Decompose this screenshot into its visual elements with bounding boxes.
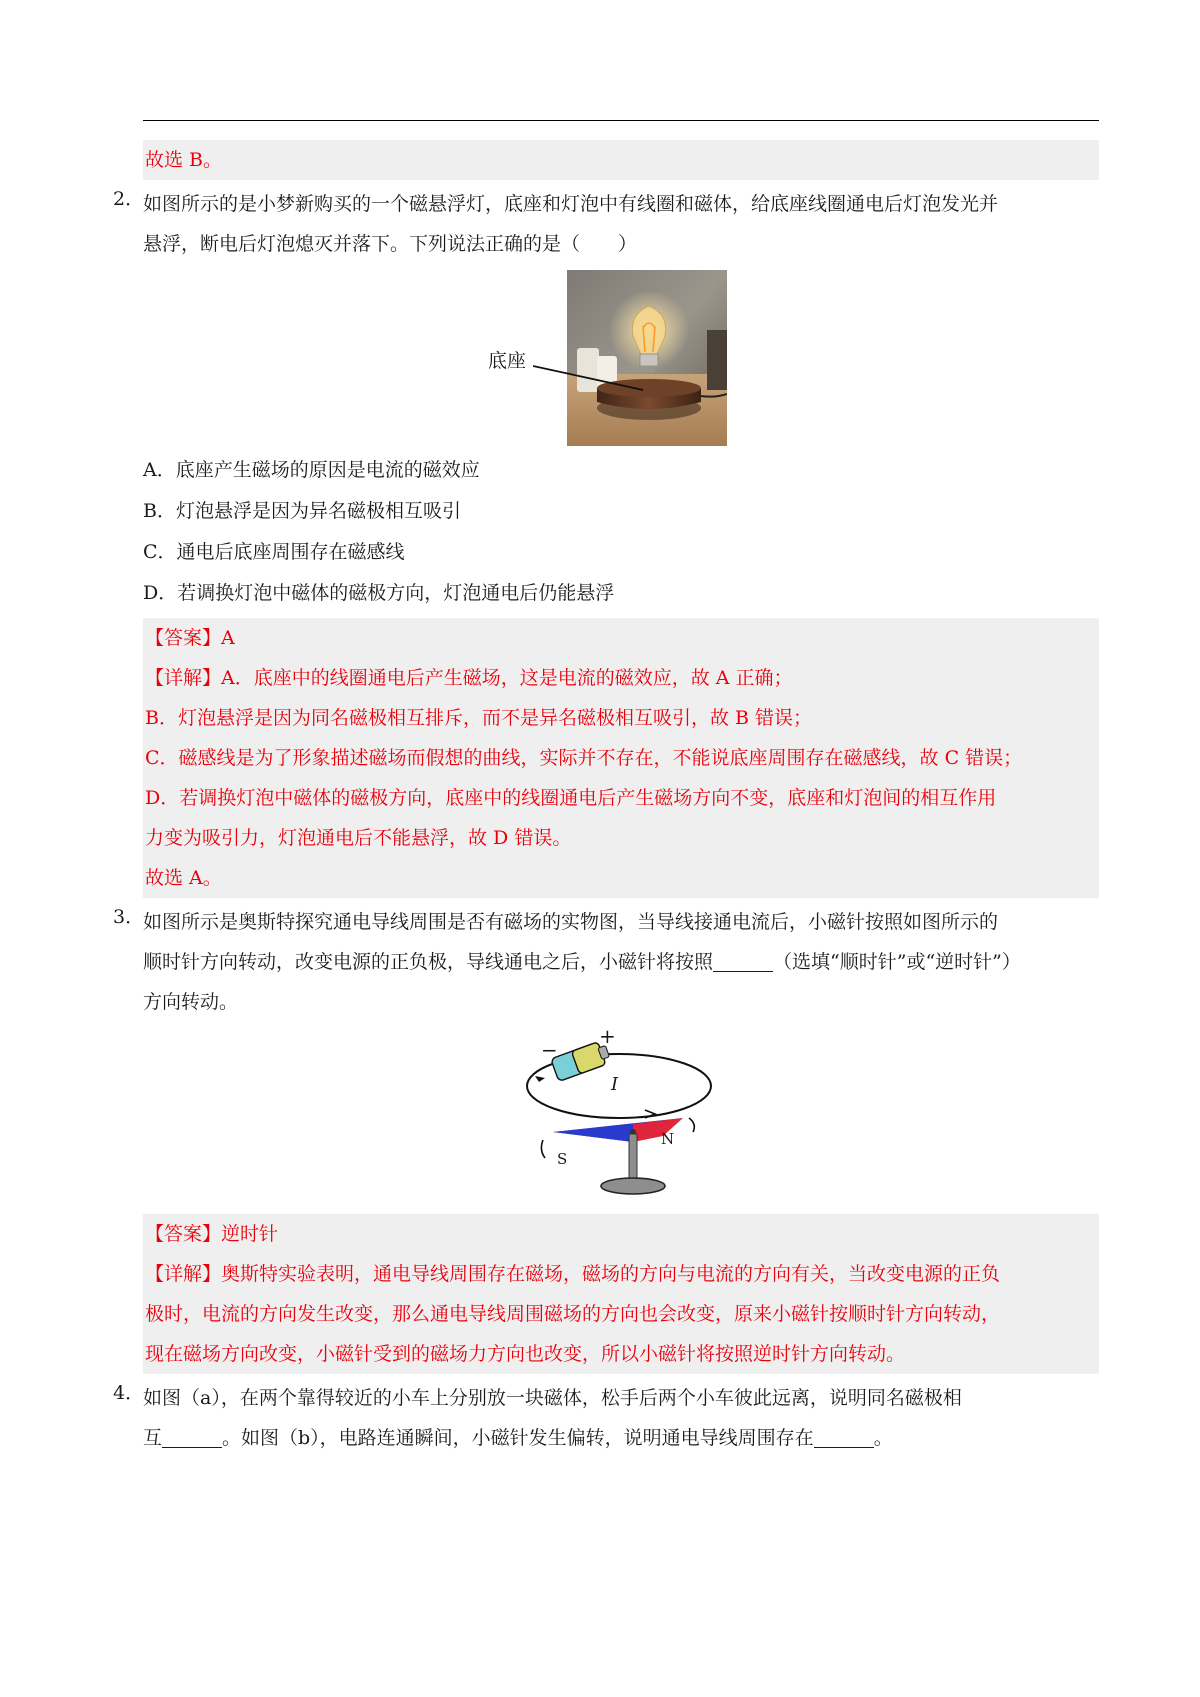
answer: 【答案】逆时针: [145, 1223, 279, 1245]
question-number: 2．: [113, 188, 145, 210]
question-stem-line: 如图（a），在两个靠得较近的小车上分别放一块磁体，松手后两个小车彼此远离，说明同名磁极相: [143, 1387, 962, 1409]
detail-line: D．若调换灯泡中磁体的磁极方向，底座中的线圈通电后产生磁场方向不变，底座和灯泡间的相互作用: [145, 787, 997, 809]
answer-blank[interactable]: [713, 949, 773, 972]
stem-text: 互: [143, 1427, 163, 1449]
q3-answer-block: [143, 1214, 1099, 1374]
q2-answer-block: [143, 618, 1099, 898]
current-label: I: [611, 1074, 619, 1095]
detail-line: 【详解】奥斯特实验表明，通电导线周围存在磁场，磁场的方向与电流的方向有关，当改变电源的正负: [145, 1263, 1001, 1285]
oersted-experiment-figure: [143, 1024, 1099, 1214]
question-2: [113, 184, 1099, 614]
question-stem-line: [143, 1418, 1099, 1458]
question-number: 3．: [113, 906, 145, 928]
battery-plus-label: +: [599, 1024, 616, 1048]
stem-text: （选填“顺时针”或“逆时针”）: [773, 951, 1021, 973]
question-stem-line: 如图所示的是小梦新购买的一个磁悬浮灯，底座和灯泡中有线圈和磁体，给底座线圈通电后灯泡发光并: [143, 193, 999, 215]
north-pole-label: N: [661, 1130, 675, 1148]
figure-label-base: 底座: [488, 350, 527, 372]
detail-line: 力变为吸引力，灯泡通电后不能悬浮，故 D 错误。: [145, 827, 572, 849]
battery-minus-label: −: [541, 1038, 558, 1062]
question-stem-line: 如图所示是奥斯特探究通电导线周围是否有磁场的实物图，当导线接通电流后，小磁针按照如图所示的: [143, 911, 999, 933]
detail-line: 【详解】A．底座中的线圈通电后产生磁场，这是电流的磁效应，故 A 正确；: [145, 667, 793, 689]
document-page: [113, 140, 1099, 1458]
question-stem-line: 悬浮，断电后灯泡熄灭并落下。下列说法正确的是（ ）: [143, 233, 638, 255]
detail-line: B．灯泡悬浮是因为同名磁极相互排斥，而不是异名磁极相互吸引，故 B 错误；: [145, 707, 813, 729]
prev-answer-block: [143, 140, 1099, 180]
prev-conclusion: 故选 B。: [145, 149, 223, 171]
detail-line: C．磁感线是为了形象描述磁场而假想的曲线，实际并不存在，不能说底座周围存在磁感线，故 C 错误；: [145, 747, 1023, 769]
answer-blank[interactable]: [162, 1425, 222, 1448]
question-4: [113, 1378, 1099, 1458]
south-pole-label: S: [557, 1150, 568, 1168]
answer-blank[interactable]: [814, 1425, 874, 1448]
question-stem-line: 方向转动。: [143, 991, 239, 1013]
question-3: [113, 902, 1099, 1214]
label-pointer-line: [533, 348, 653, 408]
detail-line: 现在磁场方向改变，小磁针受到的磁场力方向也改变，所以小磁针将按照逆时针方向转动。: [145, 1343, 906, 1365]
question-stem-line: [143, 942, 1099, 982]
answer: 【答案】A: [145, 627, 235, 649]
option-d: D．若调换灯泡中磁体的磁极方向，灯泡通电后仍能悬浮: [143, 582, 615, 604]
conclusion: 故选 A。: [145, 867, 222, 889]
option-b: B．灯泡悬浮是因为异名磁极相互吸引: [143, 500, 461, 522]
question-number: 4．: [113, 1382, 145, 1404]
stem-text: 。: [873, 1427, 893, 1449]
header-rule: [143, 120, 1099, 121]
option-a: A．底座产生磁场的原因是电流的磁效应: [143, 459, 480, 481]
detail-line: 极时，电流的方向发生改变，那么通电导线周围磁场的方向也会改变，原来小磁针按顺时针方向转动，: [145, 1303, 1001, 1325]
option-c: C．通电后底座周围存在磁感线: [143, 541, 405, 563]
maglev-lamp-figure: [143, 270, 1099, 446]
stem-text: 顺时针方向转动，改变电源的正负极，导线通电之后，小磁针将按照: [143, 951, 714, 973]
stem-text: 。如图（b），电路连通瞬间，小磁针发生偏转，说明通电导线周围存在: [222, 1427, 814, 1449]
